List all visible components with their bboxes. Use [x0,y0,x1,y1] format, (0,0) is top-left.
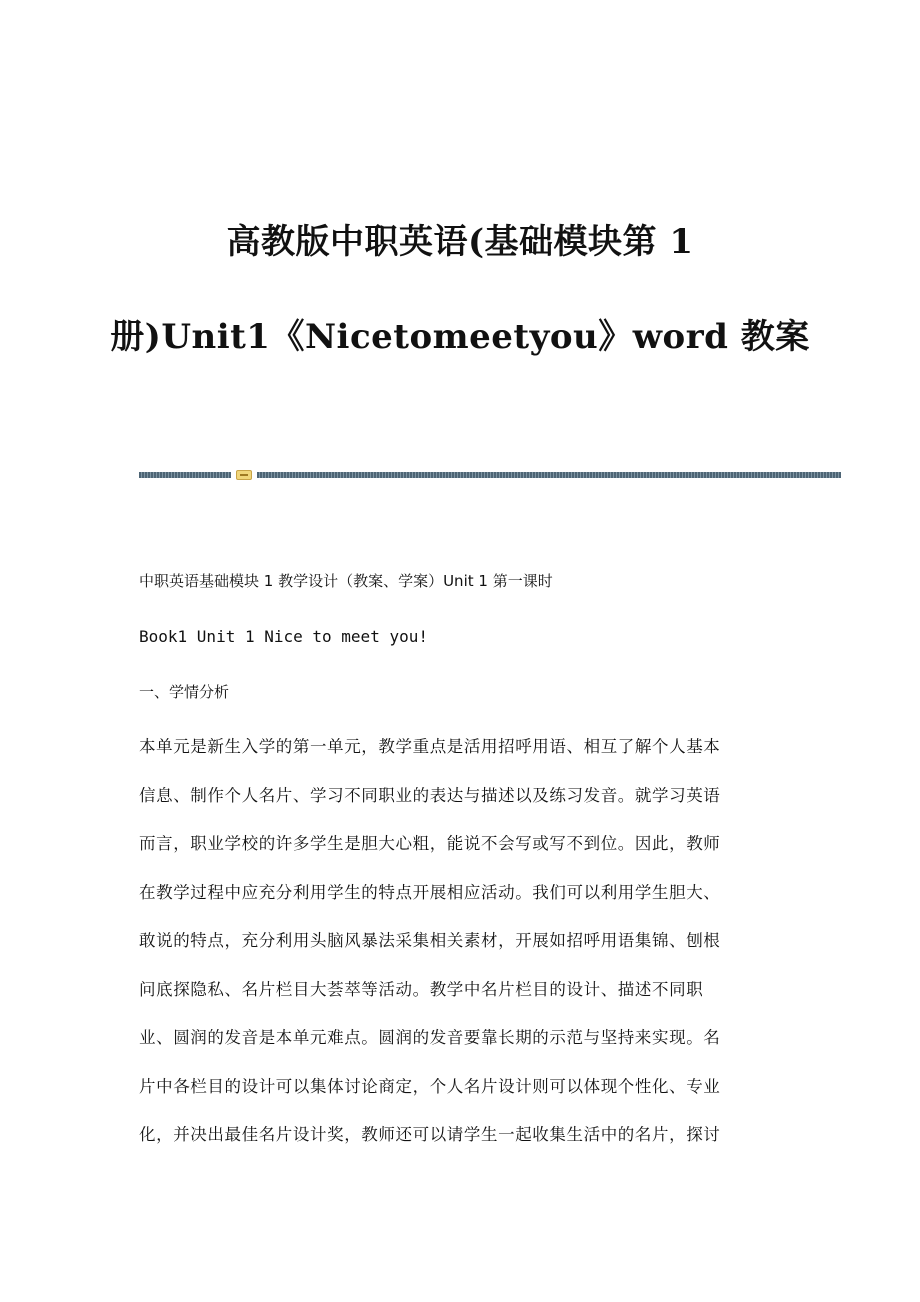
paragraph-line: 而言，职业学校的许多学生是胆大心粗，能说不会写或写不到位。因此，教师 [139,834,721,853]
paragraph-line: 业、圆润的发音是本单元难点。圆润的发音要靠长期的示范与坚持来实现。名 [139,1028,721,1047]
emblem-icon [236,470,252,480]
paragraph-line: 问底探隐私、名片栏目大荟萃等活动。教学中名片栏目的设计、描述不同职 [139,979,704,999]
document-title-line-1: 高教版中职英语(基础模块第 1 [226,222,694,262]
divider-bar-left [139,472,231,478]
paragraph-line: 片中各栏目的设计可以集体讨论商定，个人名片设计则可以体现个性化、专业 [139,1076,721,1096]
section-heading: 一、学情分析 [139,683,230,701]
lesson-subtitle: 中职英语基础模块 1 教学设计（教案、学案）Unit 1 第一课时 [139,572,553,590]
paragraph-line: 信息、制作个人名片、学习不同职业的表达与描述以及练习发音。就学习英语 [139,785,721,805]
book-unit-line: Book1 Unit 1 Nice to meet you! [139,627,428,646]
paragraph-line: 在教学过程中应充分利用学生的特点开展相应活动。我们可以利用学生胆大、 [139,882,721,902]
paragraph-line: 敢说的特点，充分利用头脑风暴法采集相关素材，开展如招呼用语集锦、刨根 [139,931,721,950]
divider-bar-right [257,472,841,478]
document-title-line-2: 册)Unit1《Nicetomeetyou》word 教案 [110,317,810,357]
paragraph-line: 本单元是新生入学的第一单元，教学重点是活用招呼用语、相互了解个人基本 [139,737,721,756]
paragraph-line: 化，并决出最佳名片设计奖，教师还可以请学生一起收集生活中的名片，探讨 [139,1125,721,1144]
title-divider [139,470,841,480]
analysis-paragraph [139,735,779,1172]
